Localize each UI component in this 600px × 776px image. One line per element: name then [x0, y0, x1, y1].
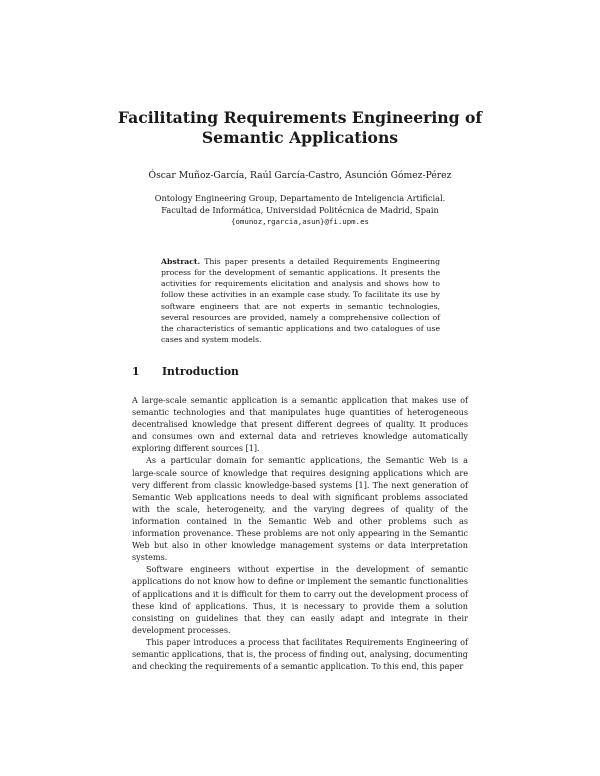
abstract-label: Abstract. [161, 257, 201, 266]
section-number: 1 [132, 365, 140, 378]
section-title: Introduction [162, 365, 239, 378]
abstract-text: This paper presents a detailed Requirements Engineering process for the development of semantic applications. It presents the activities for requirements elicitation and analysis and shows how to follow these activities in an example case study. To facilitate its use by software engineers that are not experts in semantic technologies, several resources are provided, namely a comprehensive collection of the characteristics of semantic applications and two catalogues of use cases and system models. [161, 257, 441, 345]
author-list: Óscar Muñoz-García, Raúl García-Castro, Asunción Gómez-Pérez [148, 170, 452, 181]
author-emails: {omunoz,rgarcia,asun}@fi.upm.es [231, 217, 369, 227]
paragraph: As a particular domain for semantic applications, the Semantic Web is a large-scale source of knowledge that requires designing applications which are very different from classic knowledge-based systems [1]. The next generation of Semantic Web applications needs to deal with significant problems associated with the scale, heterogeneity, and the varying degrees of quality of the information contained in the Semantic Web and other problems such as information provenance. These problems are not only appearing in the Semantic Web but also in other knowledge management systems or data interpretation systems. [132, 455, 468, 563]
title-line-1: Facilitating Requirements Engineering of [117, 108, 483, 127]
title-line-2: Semantic Applications [201, 128, 399, 147]
affiliation-block [100, 193, 500, 228]
paragraph: This paper introduces a process that facilitates Requirements Engineering of semantic applications, that is, the process of finding out, analysing, documenting and checking the requirements of a semantic application. To this end, this paper [132, 636, 468, 672]
section-heading [132, 365, 468, 379]
paragraph: A large-scale semantic application is a semantic application that makes use of semantic technologies and that manipulates huge quantities of heterogeneous decentralised knowledge that present different degrees of quality. It produces and consumes own and external data and retrieves knowledge automatically exploring different sources [1]. [132, 395, 468, 454]
affiliation-line-1: Ontology Engineering Group, Departamento de Inteligencia Artificial. [154, 193, 446, 203]
paragraph: Software engineers without expertise in the development of semantic applications do not know how to define or implement the semantic functionalities of applications and it is difficult for them to carry out the development process of these kind of applications. Thus, it is necessary to provide them a solution consisting on guidelines that they can easily adapt and integrate in their development processes. [132, 564, 468, 635]
paper-title [100, 108, 500, 148]
affiliation-line-2: Facultad de Informática, Universidad Politécnica de Madrid, Spain [161, 204, 439, 215]
section-body [132, 394, 468, 672]
abstract [161, 256, 440, 345]
